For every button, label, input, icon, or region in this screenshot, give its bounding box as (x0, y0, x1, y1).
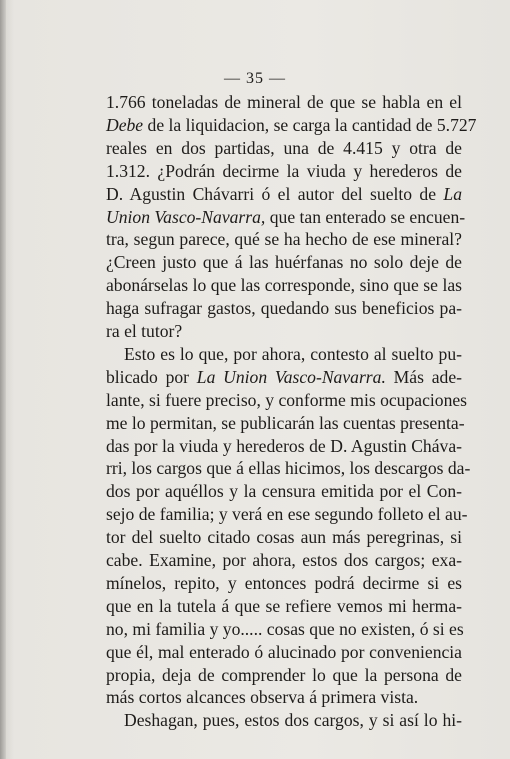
text-segment: blicado por (106, 366, 197, 387)
text-segment: Deshagan, pues, estos dos cargos, y si así lo hi- (124, 710, 462, 731)
text-line (106, 206, 466, 227)
text-segment: Más ade- (385, 366, 462, 387)
text-line (106, 92, 462, 112)
text-segment: propia, deja de comprender lo que la persona de (106, 664, 462, 685)
page-gutter-shadow (0, 0, 6, 759)
text-line (106, 275, 462, 295)
text-line (106, 596, 462, 616)
text-line (106, 458, 471, 479)
text-segment: 1.312. ¿Podrán decirme la viuda y herederos de (106, 160, 462, 181)
text-segment: mínelos, repito, y entonces podrá decirme si es (106, 572, 462, 593)
text-line (106, 619, 462, 639)
text-line (106, 229, 462, 249)
text-segment: reales en dos partidas, una de 4.415 y otra de (106, 137, 462, 158)
text-line (124, 344, 462, 364)
text-segment: abonárselas lo que las corresponde, sino que se las (106, 275, 462, 296)
text-line (106, 252, 462, 272)
text-segment: tra, segun parece, qué se ha hecho de ese mineral? (106, 229, 462, 250)
text-segment: ra el tutor? (106, 321, 183, 341)
text-segment: de la liquidacion, se carga la cantidad de 5.727 (143, 114, 477, 135)
text-line (106, 412, 465, 433)
text-segment: más cortos alcances observa á primera vista. (106, 687, 419, 708)
text-line (124, 710, 462, 730)
italic-text: La Union Vasco-Navarra. (196, 366, 386, 387)
italic-text: Debe (106, 114, 144, 135)
text-line (106, 436, 462, 456)
page-number: — 35 — (224, 70, 286, 87)
italic-text: Union Vasco-Navarra, (106, 206, 266, 227)
text-segment: das por la viuda y herederos de D. Agustin Cháva- (106, 435, 462, 456)
text-line (106, 114, 477, 135)
text-line (106, 642, 462, 662)
text-segment: que tan enterado se encuen- (265, 206, 466, 227)
text-line (106, 550, 462, 570)
text-line (106, 138, 462, 158)
text-line (106, 573, 462, 593)
text-segment: que en la tutela á que se refiere vemos mi herma- (106, 595, 462, 616)
text-segment: 1.766 toneladas de mineral de que se habla en el (106, 92, 462, 112)
text-segment: cabe. Examine, por ahora, estos dos cargos; exa- (106, 550, 462, 570)
text-segment: D. Agustin Chávarri ó el autor del suelto de (106, 183, 444, 204)
text-segment: sejo de familia; y verá en ese segundo folleto el au- (106, 504, 468, 525)
text-line (106, 481, 462, 501)
text-line (106, 161, 462, 181)
text-line (106, 389, 468, 410)
text-segment: que él, mal enterado ó alucinado por conveniencia (106, 641, 462, 662)
text-line (106, 321, 462, 341)
text-segment: no, mi familia y yo..... cosas que no existen, ó si es (106, 618, 464, 639)
text-line (106, 298, 462, 318)
text-line (106, 184, 462, 204)
text-segment: ¿Creen justo que á las huérfanas no solo deje de (106, 252, 462, 273)
text-segment: me lo permitan, se publicarán las cuentas presenta- (106, 412, 465, 433)
text-line (106, 504, 468, 525)
text-line (106, 687, 462, 707)
text-line (106, 367, 462, 387)
text-line (106, 527, 462, 547)
text-segment: lante, si fuere preciso, y conforme mis ocupaciones (106, 389, 468, 410)
text-segment: Esto es lo que, por ahora, contesto al suelto pu- (124, 343, 462, 364)
text-segment: dos por aquéllos y la censura emitida por el Con- (106, 481, 462, 502)
text-segment: haga sufragar gastos, quedando sus beneficios pa- (106, 298, 462, 319)
italic-text: La (443, 183, 462, 204)
text-segment: tor del suelto citado cosas aun más peregrinas, si (106, 527, 462, 548)
text-segment: rri, los cargos que á ellas hicimos, los descargos da- (106, 458, 471, 479)
text-line (106, 665, 462, 685)
